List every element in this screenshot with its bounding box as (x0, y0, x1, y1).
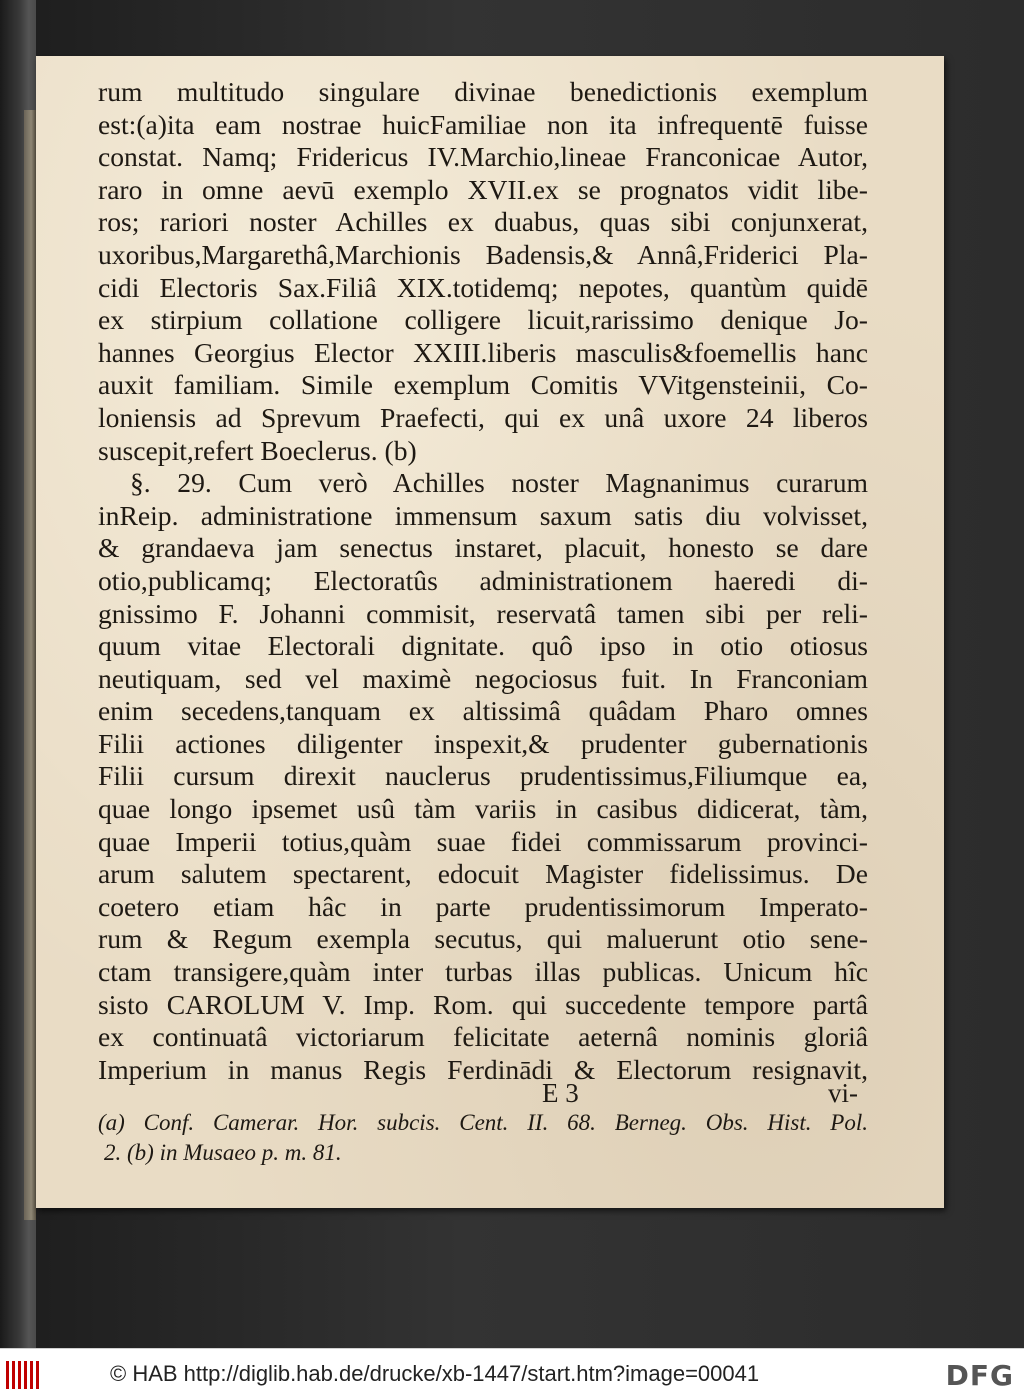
footnote: (a) Conf. Camerar. Hor. subcis. Cent. II. 68. Berneg. Obs. Hist. Pol. (98, 1110, 868, 1135)
text-line: rum & Regum exempla secutus, qui maluerunt otio sene- (98, 923, 868, 955)
text-line: arum salutem spectarent, edocuit Magister fidelissimus. De (98, 858, 868, 890)
text-line: rum multitudo singulare divinae benedictionis exemplum (98, 76, 868, 107)
book-page (36, 56, 944, 1208)
text-line: enim secedens,tanquam ex altissimâ quâdam Pharo omnes (98, 695, 868, 727)
text-line: quum vitae Electorali dignitate. quô ipso in otio otiosus (98, 630, 868, 662)
text-line: Imperium in manus Regis Ferdinādi & Electorum resignavit, (98, 1053, 868, 1085)
text-line: Filii cursum direxit nauclerus prudentissimus,Filiumque ea, (98, 760, 868, 792)
text-line: cidi Electoris Sax.Filiâ XIX.totidemq; nepotes, quantùm quidē (98, 271, 868, 303)
text-line: constat. Namq; Fridericus IV.Marchio,lineae Franconicae Autor, (98, 141, 868, 173)
text-line: raro in omne aevū exemplo XVII.ex se prognatos vidit libe- (98, 173, 868, 205)
paragraph-start-line: §. 29. Cum verò Achilles noster Magnanimus curarum (130, 467, 868, 499)
text-line: ex stirpium collatione colligere licuit,rarissimo denique Jo- (98, 304, 868, 336)
text-line: ros; rariori noster Achilles ex duabus, quas sibi conjunxerat, (98, 206, 868, 238)
text-line: & grandaeva jam senectus instaret, placuit, honesto se dare (98, 532, 868, 564)
text-line: quae longo ipsemet usû tàm variis in casibus didicerat, tàm, (98, 793, 868, 825)
viewer-footer (0, 1348, 1024, 1400)
previous-page-edge (24, 110, 36, 1220)
text-line: inReip. administratione immensum saxum satis diu volvisset, (98, 499, 868, 531)
text-line: est:(a)ita eam nostrae huicFamiliae non ita infrequentē fuisse (98, 108, 868, 140)
text-line: quae Imperii totius,quàm suae fidei commissarum provinci- (98, 825, 868, 857)
text-line: coetero etiam hâc in parte prudentissimorum Imperato- (98, 890, 868, 922)
text-line: Filii actiones diligenter inspexit,& prudenter gubernationis (98, 727, 868, 759)
text-line: loniensis ad Sprevum Praefecti, qui ex unâ uxore 24 liberos (98, 401, 868, 433)
text-line: neutiquam, sed vel maximè negociosus fuit. In Franconiam (98, 662, 868, 694)
text-line: sisto CAROLUM V. Imp. Rom. qui succedente tempore partâ (98, 988, 868, 1020)
text-line: gnissimo F. Johanni commisit, reservatâ tamen sibi per reli- (98, 597, 868, 629)
hab-logo-icon[interactable] (6, 1361, 42, 1389)
signature-row (98, 1078, 868, 1108)
copyright-link[interactable]: © HAB http://diglib.hab.de/drucke/xb-1447/start.htm?image=00041 (110, 1361, 760, 1386)
page-foot (98, 1078, 868, 1168)
signature-mark: E 3 (542, 1078, 579, 1108)
text-line: uxoribus,Margarethâ,Marchionis Badensis,& Annâ,Friderici Pla- (98, 238, 868, 270)
text-line: suscepit,refert Boeclerus. (b) (98, 434, 417, 466)
text-line: otio,publicamq; Electoratûs administrationem haeredi di- (98, 564, 868, 596)
text-line: hannes Georgius Elector XXIII.liberis masculis&foemellis hanc (98, 336, 868, 368)
catchword: vi- (828, 1078, 858, 1108)
footnote: 2. (b) in Musaeo p. m. 81. (104, 1140, 342, 1165)
page-body (98, 76, 868, 1086)
text-line: auxit familiam. Simile exemplum Comitis VVitgensteinii, Co- (98, 369, 868, 401)
dfg-logo[interactable]: DFG (945, 1359, 1014, 1392)
text-line: ex continuatâ victoriarum felicitate aeternâ nominis gloriâ (98, 1021, 868, 1053)
text-line: ctam transigere,quàm inter turbas illas publicas. Unicum hîc (98, 956, 868, 988)
